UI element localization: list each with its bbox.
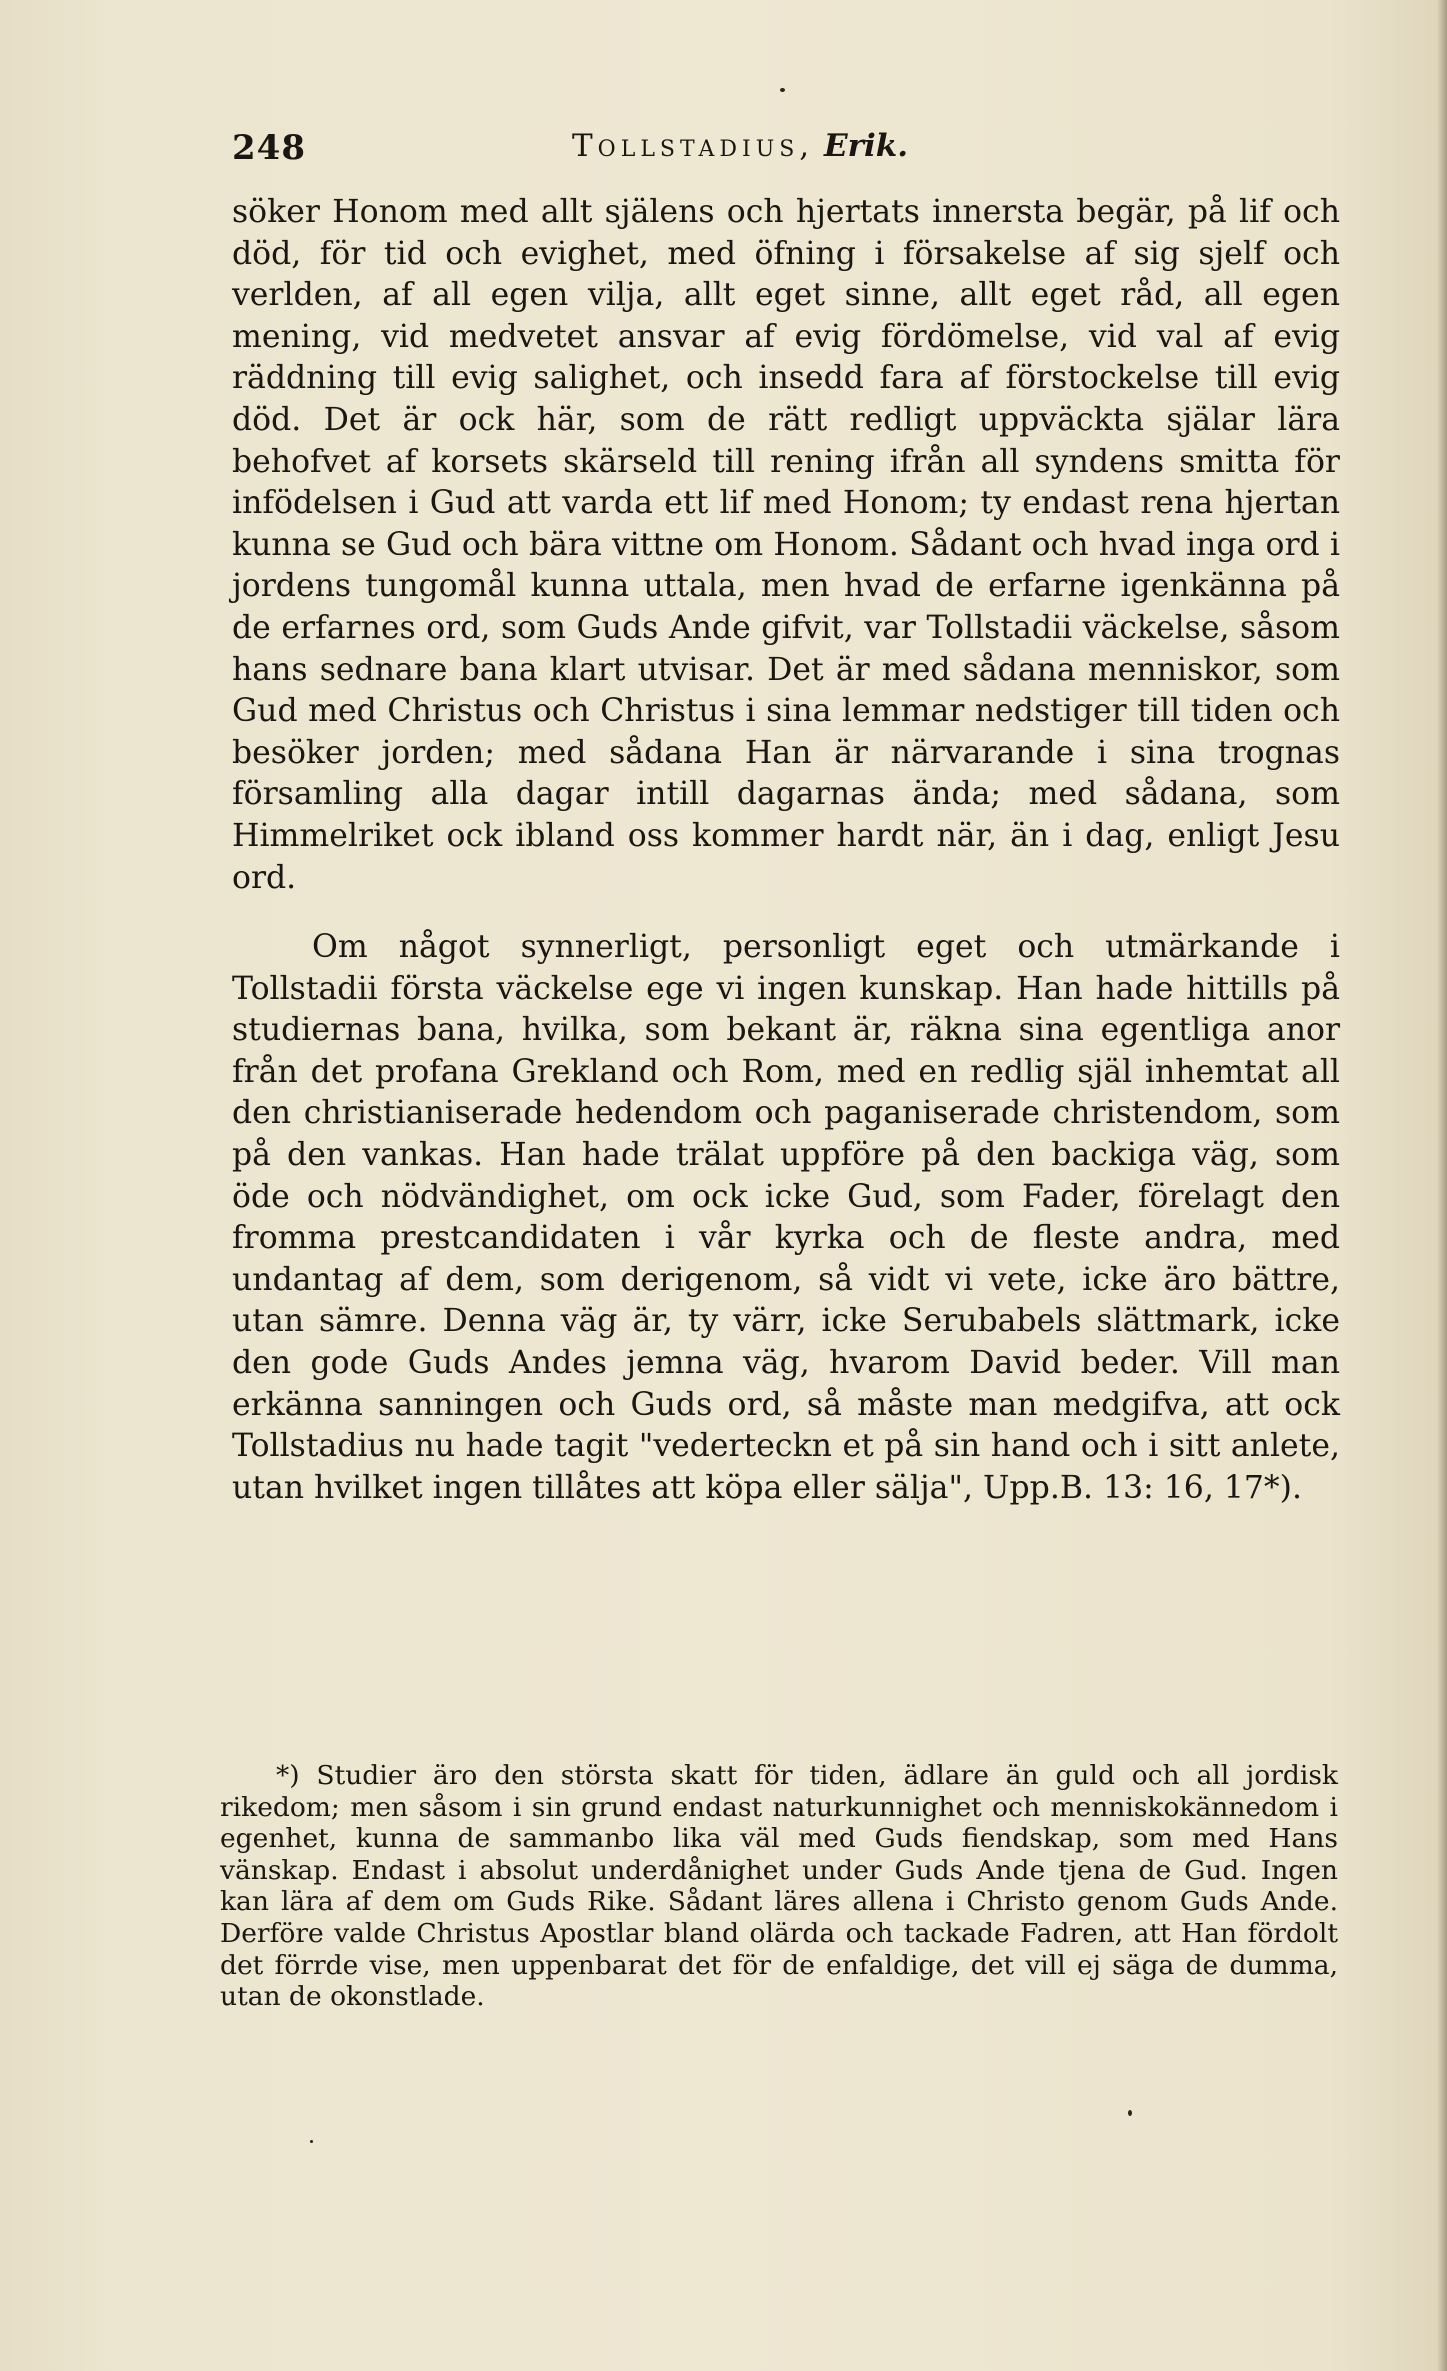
running-head-first-name: Erik. — [824, 128, 909, 164]
print-speck — [1128, 2110, 1132, 2116]
running-head — [572, 128, 908, 164]
main-text — [232, 192, 1340, 1509]
page-number: 248 — [232, 128, 306, 168]
print-speck — [780, 88, 785, 92]
page-edge-shadow — [1437, 0, 1447, 2371]
footnote — [220, 1760, 1338, 2013]
page-header — [232, 128, 1032, 178]
running-head-author: Tollstadius, — [572, 128, 815, 164]
print-speck — [310, 2140, 313, 2143]
footnote-text: *) Studier äro den största skatt för tiden, ädlare än guld och all jordisk rikedom; men såsom i sin grund endast naturkunnighet och menniskokännedom i egenhet, kunna de sammanbo lika väl med Guds fiendskap, som med Hans vänskap. Endast i absolut underdånighet under Guds Ande tjena de Gud. Ingen kan lära af dem om Guds Rike. Sådant läres allena i Christo genom Guds Ande. Derföre valde Christus Apostlar bland olärda och tackade Fadren, att Han fördolt det förrde vise, men uppenbarat det för de enfaldige, det vill ej säga de dumma, utan de okonstlade. — [220, 1760, 1338, 2013]
paragraph-1: söker Honom med allt själens och hjertats innersta begär, på lif och död, för tid och evighet, med öfning i försakelse af sig sjelf och verlden, af all egen vilja, allt eget sinne, allt eget råd, all egen mening, vid medvetet ansvar af evig fördömelse, vid val af evig räddning till evig salighet, och insedd fara af förstockelse till evig död. Det är ock här, som de rätt redligt uppväckta själar lära behofvet af korsets skärseld till rening ifrån all syndens smitta för infödelsen i Gud att varda ett lif med Honom; ty endast rena hjertan kunna se Gud och bära vittne om Honom. Sådant och hvad inga ord i jordens tungomål kunna uttala, men hvad de erfarne igenkänna på de erfarnes ord, som Guds Ande gifvit, var Tollstadii väckelse, såsom hans sednare bana klart utvisar. Det är med sådana menniskor, som Gud med Christus och Christus i sina lemmar nedstiger till tiden och besöker jorden; med sådana Han är närvarande i sina trognas församling alla dagar intill dagarnas ända; med sådana, som Himmelriket ock ibland oss kommer hardt när, än i dag, enligt Jesu ord. — [232, 194, 1340, 896]
paragraph-2: Om något synnerligt, personligt eget och utmärkande i Tollstadii första väckelse ege vi ingen kunskap. Han hade hittills på studiernas bana, hvilka, som bekant är, räkna sina egentliga anor från det profana Grekland och Rom, med en redlig själ inhemtat all den christianiserade hedendom och paganiserade christendom, som på den vankas. Han hade trälat uppföre på den backiga väg, som öde och nödvändighet, om ock icke Gud, som Fader, förelagt den fromma prestcandidaten i vår kyrka och de fleste andra, med undantag af dem, som derigenom, så vidt vi vete, icke äro bättre, utan sämre. Denna väg är, ty värr, icke Serubabels slättmark, icke den gode Guds Andes jemna väg, hvarom David beder. Vill man erkänna sanningen och Guds ord, så måste man medgifva, att ock Tollstadius nu hade tagit "vederteckn et på sin hand och i sitt anlete, utan hvilket ingen tillåtes att köpa eller sälja", Upp.B. 13: 16, 17*). — [232, 929, 1340, 1506]
